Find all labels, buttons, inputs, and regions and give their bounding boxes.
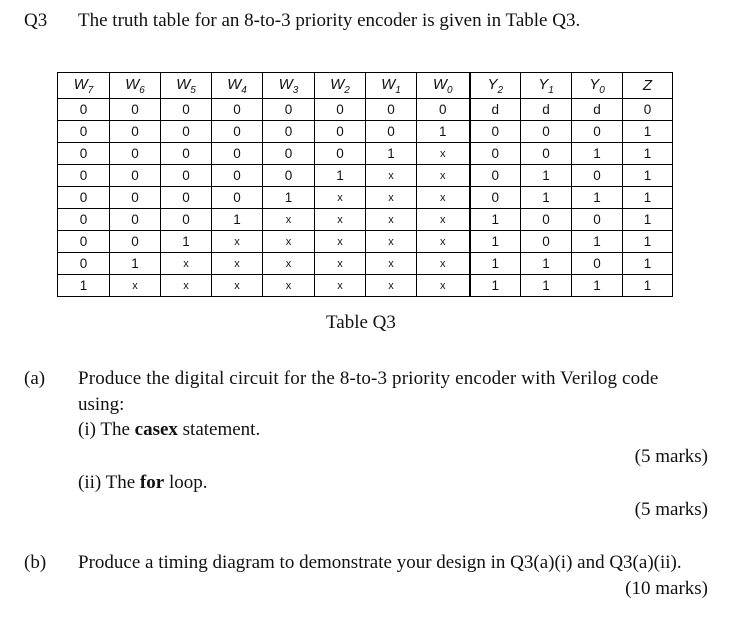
table-row [58,99,673,121]
table-cell: x [366,275,417,297]
part-a-item-ii [78,472,207,494]
table-cell: 0 [212,99,263,121]
table-header-cell [161,73,212,99]
part-b-text: Produce a timing diagram to demonstrate your design in Q3(a)(i) and Q3(a)(ii). [78,552,682,573]
table-cell: d [470,99,521,121]
table-cell: x [212,275,263,297]
table-cell: 0 [110,143,161,165]
item-ii-prefix: (ii) The [78,472,140,493]
table-row [58,209,673,231]
table-cell: 0 [315,143,366,165]
table-cell: 0 [212,187,263,209]
table-cell: 0 [470,143,521,165]
table-cell: 0 [623,99,673,121]
table-row [58,231,673,253]
table-cell: x [315,275,366,297]
table-cell: 0 [470,121,521,143]
table-row [58,253,673,275]
header-subscript: 2 [344,84,350,96]
header-symbol: Y [589,75,600,93]
table-header-cell [110,73,161,99]
table-cell: 0 [58,143,110,165]
table-cell: x [366,231,417,253]
table-cell: 0 [521,209,572,231]
table-cell: x [366,187,417,209]
header-symbol: W [381,75,396,93]
table-cell: x [263,253,315,275]
table-cell: x [263,275,315,297]
table-cell: 0 [263,143,315,165]
header-subscript: 1 [548,84,554,96]
table-cell: 1 [470,209,521,231]
table-cell: 1 [572,143,623,165]
table-cell: 0 [58,99,110,121]
table-header-cell [623,73,673,99]
header-subscript: 2 [497,84,504,96]
header-subscript: 6 [139,84,145,96]
table-cell: 1 [521,187,572,209]
table-header-cell [470,73,521,99]
table-cell: 0 [161,143,212,165]
table-header-cell [58,73,110,99]
table-cell: 0 [417,99,470,121]
item-i-suffix: statement. [177,419,261,440]
table-cell: 0 [521,121,572,143]
table-cell: 1 [623,231,673,253]
table-cell: 1 [417,121,470,143]
table-cell: x [263,209,315,231]
table-cell: x [366,209,417,231]
table-header-row [58,73,673,99]
table-cell: 0 [161,165,212,187]
table-cell: 0 [521,143,572,165]
table-cell: 1 [470,275,521,297]
table-cell: 0 [212,143,263,165]
table-cell: x [212,231,263,253]
table-cell: x [417,231,470,253]
table-cell: x [315,209,366,231]
table-cell: x [417,253,470,275]
table-cell: 1 [623,121,673,143]
table-cell: 1 [470,253,521,275]
table-cell: x [263,231,315,253]
table-cell: 0 [366,99,417,121]
header-subscript: 4 [241,84,247,96]
table-cell: 0 [58,209,110,231]
table-cell: 1 [623,253,673,275]
table-row [58,187,673,209]
part-a-line1: Produce the digital circuit for the 8-to-3 priority encoder with Verilog code [78,368,659,389]
item-ii-suffix: loop. [164,472,208,493]
header-symbol: W [227,75,242,93]
table-cell: x [417,209,470,231]
header-symbol: W [330,75,345,93]
table-cell: 0 [161,99,212,121]
table-cell: 0 [263,121,315,143]
table-body [58,99,673,297]
table-cell: d [521,99,572,121]
table-header-cell [572,73,623,99]
part-b-marks: (10 marks) [625,578,708,599]
table-cell: x [315,231,366,253]
table-cell: x [315,253,366,275]
table-cell: 0 [572,209,623,231]
table-cell: 0 [366,121,417,143]
table-row [58,275,673,297]
table-cell: 0 [572,165,623,187]
table-cell: 0 [110,187,161,209]
part-a-label: (a) [24,368,46,389]
header-symbol: W [73,75,88,93]
question-number: Q3 [24,10,48,31]
table-cell: 1 [623,165,673,187]
header-subscript: 0 [447,84,453,96]
header-subscript: 3 [292,84,299,96]
table-cell: 1 [315,165,366,187]
item-ii-marks: (5 marks) [634,499,708,520]
table-cell: 1 [572,275,623,297]
table-cell: 0 [161,209,212,231]
table-cell: x [161,275,212,297]
item-i-keyword: casex [134,419,178,440]
table-cell: 0 [110,99,161,121]
table-cell: 0 [58,231,110,253]
table-cell: 0 [110,165,161,187]
table-cell: 1 [572,231,623,253]
part-a-item-i [78,419,260,441]
header-symbol: W [278,75,293,93]
table-cell: 1 [623,143,673,165]
table-cell: 1 [263,187,315,209]
table-cell: 1 [58,275,110,297]
header-subscript: 1 [395,84,401,96]
table-cell: 1 [623,209,673,231]
table-row [58,165,673,187]
table-cell: 0 [470,165,521,187]
table-cell: 0 [212,165,263,187]
table-cell: 1 [521,165,572,187]
table-cell: 0 [572,121,623,143]
table-cell: 1 [623,187,673,209]
table-cell: 0 [470,187,521,209]
table-cell: 1 [366,143,417,165]
item-i-marks: (5 marks) [634,446,708,467]
table-header-cell [315,73,366,99]
header-subscript: 7 [87,84,94,96]
table-header-cell [417,73,470,99]
table-cell: x [366,165,417,187]
table-caption: Table Q3 [326,312,396,333]
table-cell: 0 [58,121,110,143]
table-cell: 0 [521,231,572,253]
table-cell: 0 [212,121,263,143]
table-cell: 1 [212,209,263,231]
table-header-cell [263,73,315,99]
question-intro: The truth table for an 8-to-3 priority encoder is given in Table Q3. [78,10,581,31]
table-row [58,121,673,143]
table-row [58,143,673,165]
table-cell: x [161,253,212,275]
table-cell: 0 [572,253,623,275]
table-cell: 1 [521,275,572,297]
header-symbol: Z [642,77,653,94]
table-cell: 1 [161,231,212,253]
table-cell: 0 [315,99,366,121]
table-cell: 0 [161,121,212,143]
table-cell: x [417,143,470,165]
table-header-cell [521,73,572,99]
table-cell: 0 [58,165,110,187]
table-cell: 0 [58,187,110,209]
table-cell: x [212,253,263,275]
table-header-cell [366,73,417,99]
table-cell: 0 [263,99,315,121]
table-cell: x [417,187,470,209]
table-cell: 1 [470,231,521,253]
table-cell: x [110,275,161,297]
table-cell: x [315,187,366,209]
table-cell: 0 [110,209,161,231]
part-b-label: (b) [24,552,47,573]
header-symbol: W [176,75,191,93]
table-cell: x [417,165,470,187]
item-i-prefix: (i) The [78,419,135,440]
part-a-line2: using: [78,394,125,415]
table-cell: 1 [521,253,572,275]
table-cell: x [417,275,470,297]
table-cell: 0 [58,253,110,275]
header-symbol: W [125,75,140,93]
header-subscript: 5 [190,84,196,96]
header-symbol: Y [487,75,498,93]
table-cell: 1 [110,253,161,275]
table-cell: 1 [623,275,673,297]
header-symbol: Y [538,75,549,93]
truth-table [57,72,673,297]
table-header-cell [212,73,263,99]
table-cell: 0 [161,187,212,209]
table-cell: 0 [315,121,366,143]
table-cell: d [572,99,623,121]
table-cell: 0 [110,121,161,143]
item-ii-keyword: for [139,472,165,493]
header-symbol: W [432,75,448,93]
header-subscript: 0 [599,84,605,96]
table-cell: 0 [263,165,315,187]
table-cell: 0 [110,231,161,253]
table-cell: x [366,253,417,275]
table-cell: 1 [572,187,623,209]
